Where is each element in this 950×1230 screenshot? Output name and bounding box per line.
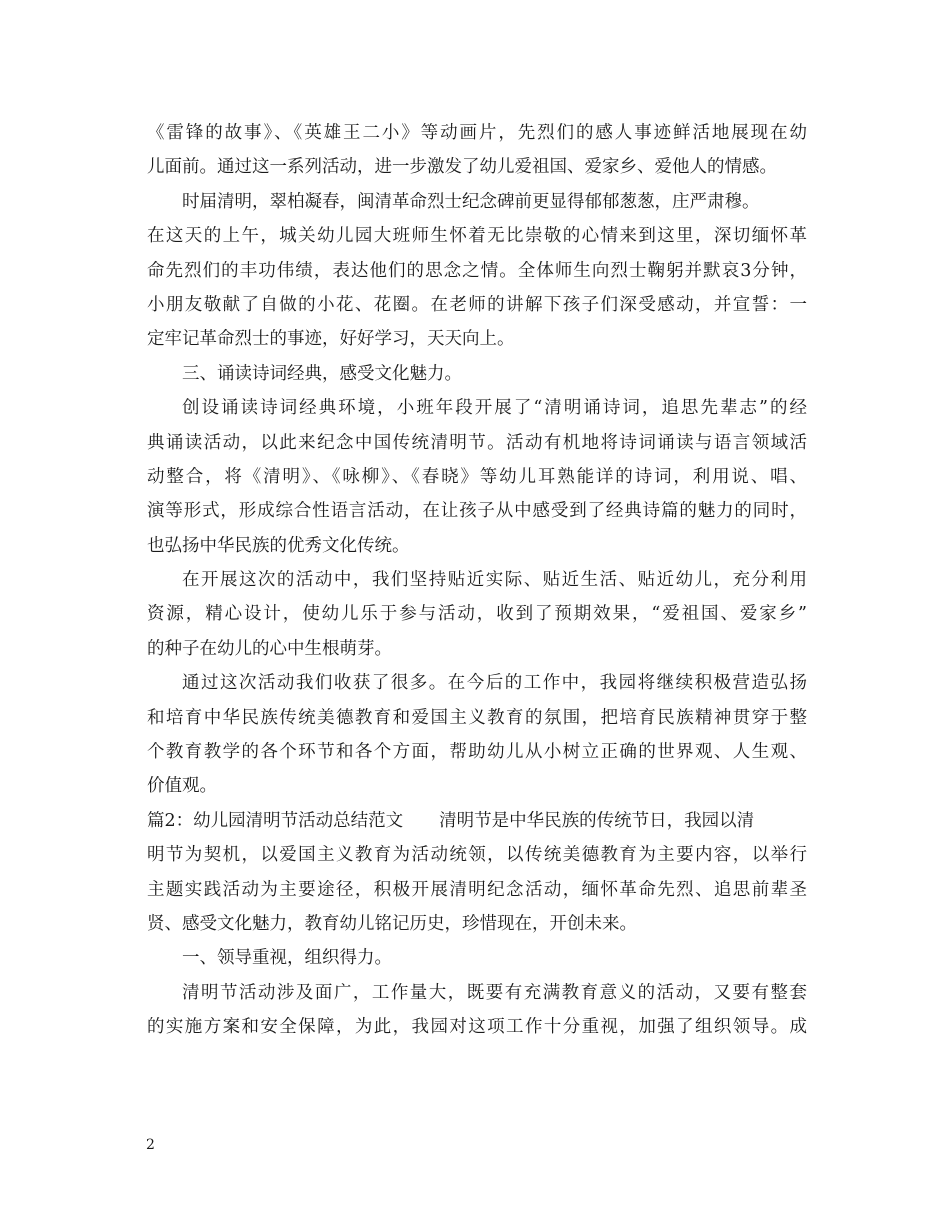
text-line: 动整合，将《清明》、《咏柳》、《春晓》等幼儿耳熟能详的诗词，利用说、唱、	[147, 466, 807, 487]
text-line: 定牢记革命烈士的事迹，好好学习，天天向上。	[147, 329, 515, 350]
text-line: 在这天的上午，城关幼儿园大班师生怀着无比崇敬的心情来到这里，深切缅怀革	[147, 226, 807, 247]
text-line: 个教育教学的各个环节和各个方面，帮助幼儿从小树立正确的世界观、人生观、	[147, 742, 807, 763]
text-line: 和培育中华民族传统美德教育和爱国主义教育的氛围，把培育民族精神贯穿于整	[147, 707, 807, 728]
text-line: 时届清明，翠柏凝春，闽清革命烈士纪念碑前更显得郁郁葱葱，庄严肃穆。	[182, 191, 760, 212]
text-line: 也弘扬中华民族的优秀文化传统。	[147, 535, 410, 556]
text-line: 在开展这次的活动中，我们坚持贴近实际、贴近生活、贴近幼儿，充分利用	[182, 570, 807, 591]
section-title: 篇2：幼儿园清明节活动总结范文	[147, 810, 404, 831]
text-line: 典诵读活动，以此来纪念中国传统清明节。活动有机地将诗词诵读与语言领域活	[147, 432, 807, 453]
section-heading-line	[147, 804, 807, 838]
text-line: 三、诵读诗词经典，感受文化魅力。	[182, 363, 462, 384]
text-line: 《雷锋的故事》、《英雄王二小》等动画片，先烈们的感人事迹鲜活地展现在幼	[147, 123, 807, 143]
text-line: 小朋友敬献了自做的小花、花圈。在老师的讲解下孩子们深受感动，并宣誓：一	[147, 294, 807, 315]
text-line: 明节为契机，以爱国主义教育为活动统领，以传统美德教育为主要内容，以举行	[147, 845, 807, 866]
text-line: 贤、感受文化魅力，教育幼儿铭记历史，珍惜现在，开创未来。	[147, 913, 637, 934]
text-line: 的种子在幼儿的心中生根萌芽。	[147, 638, 392, 659]
page-number: 2	[146, 1137, 155, 1153]
text-line: 通过这次活动我们收获了很多。在今后的工作中，我园将继续积极营造弘扬	[182, 673, 807, 694]
section-text-start: 清明节是中华民族的传统节日，我园以清	[439, 810, 755, 831]
text-line: 资源，精心设计，使幼儿乐于参与活动，收到了预期效果，“爱祖国、爱家乡”	[147, 604, 807, 625]
body-text	[147, 116, 807, 1045]
text-line: 的实施方案和安全保障，为此，我园对这项工作十分重视，加强了组织领导。成	[147, 1017, 807, 1038]
text-line: 演等形式，形成综合性语言活动，在让孩子从中感受到了经典诗篇的魅力的同时，	[147, 501, 807, 522]
text-line: 命先烈们的丰功伟绩，表达他们的思念之情。全体师生向烈士鞠躬并默哀3分钟，	[147, 260, 807, 281]
text-line: 一、领导重视，组织得力。	[182, 948, 392, 969]
text-line: 清明节活动涉及面广，工作量大，既要有充满教育意义的活动，又要有整套	[182, 982, 807, 1003]
text-line: 创设诵读诗词经典环境，小班年段开展了“清明诵诗词，追思先辈志”的经	[182, 398, 807, 419]
text-line: 儿面前。通过这一系列活动，进一步激发了幼儿爱祖国、爱家乡、爱他人的情感。	[147, 157, 777, 178]
text-line: 主题实践活动为主要途径，积极开展清明纪念活动，缅怀革命先烈、追思前辈圣	[147, 879, 807, 900]
text-line: 价值观。	[147, 776, 217, 797]
